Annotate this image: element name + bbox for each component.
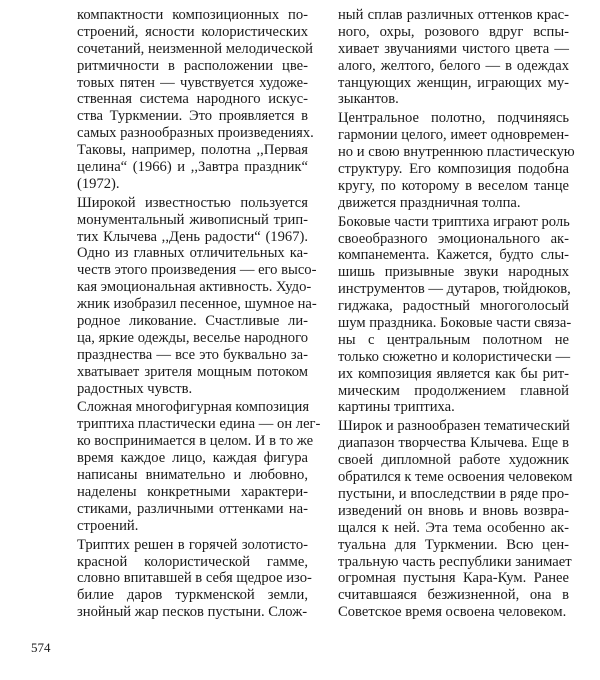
text-line: знойный жар песков пустыни. Слож- (77, 604, 308, 621)
text-line: родное ликование. Счастливые ли- (77, 313, 308, 330)
text-line: считавшаяся безжизненной, она в (338, 587, 569, 604)
text-line: наделены конкретными характери- (77, 483, 308, 500)
text-line: товых пятен — чувствуется художе- (77, 74, 308, 91)
text-line: ны с центральным полотном не (338, 331, 569, 348)
text-line: их композиция является как бы рит- (338, 365, 569, 382)
text-line: честв этого произведения — его высо- (77, 262, 317, 279)
text-line: мическим продолжением главной (338, 382, 569, 399)
text-line: монументальный живописный трип- (77, 211, 308, 228)
text-line: (1972). (77, 175, 120, 192)
text-line: пустыни, и впоследствии в ряде про- (338, 485, 569, 502)
text-line: Центральное полотно, подчиняясь (338, 110, 569, 127)
text-line: празднества — все это буквально за- (77, 346, 308, 363)
paragraph (77, 399, 321, 534)
text-line: сочетаний, неизменной мелодической (77, 40, 313, 57)
text-line: шишь призывные звуки народных (338, 264, 569, 281)
text-line: целина“ (1966) и ,,Завтра праздник“ (77, 159, 308, 176)
text-line: только сюжетно и колористически — (338, 348, 571, 365)
text-line: время каждое лицо, каждая фигура (77, 450, 308, 467)
text-line: ко воспринимается в целом. И в то же (77, 433, 314, 450)
paragraph (77, 194, 317, 398)
text-line: диапазон творчества Клычева. Еще в (338, 435, 569, 452)
text-line: самых разнообразных произведениях. (77, 125, 314, 142)
text-line: Одно из главных отличительных ка- (77, 245, 308, 262)
text-line: Сложная многофигурная композиция (77, 399, 310, 416)
paragraph (338, 110, 575, 211)
text-line: Советское время освоена человеком. (338, 604, 567, 621)
text-line: зыкантов. (338, 91, 399, 108)
right-column (338, 7, 575, 621)
text-line: хивает звучаниями чистого цвета — (338, 40, 569, 57)
text-line: шум праздника. Боковые части связа- (338, 315, 572, 332)
text-line: триптиха пластически едина — он лег- (77, 416, 321, 433)
text-line: Широкой известностью пользуется (77, 194, 308, 211)
text-line: компактности композиционных по- (77, 7, 308, 23)
text-line: Боковые части триптиха играют роль (338, 213, 570, 230)
text-line: своей дипломной работе художник (338, 452, 569, 469)
paragraph (338, 418, 573, 621)
text-line: инструментов — дутаров, тюйдюков, (338, 281, 571, 298)
text-line: ного, охры, розового вдруг вспы- (338, 23, 569, 40)
page-number: 574 (31, 640, 51, 655)
paragraph (338, 7, 569, 108)
text-line: ства Туркмении. Это проявляется в (77, 108, 308, 125)
paragraph (77, 7, 314, 193)
text-line: ца, яркие одежды, веселье народного (77, 329, 308, 346)
text-line: гиджака, радостный многоголосый (338, 298, 569, 315)
text-line: структуру. Его композиция подобна (338, 161, 569, 178)
left-column (77, 7, 321, 621)
text-line: но и свою внутреннюю пластическую (338, 144, 575, 161)
text-line: Триптих решен в горячей золотисто- (77, 536, 308, 553)
text-line: жник изобразил песенное, шумное на- (77, 296, 317, 313)
text-line: своеобразного эмоционального ак- (338, 230, 569, 247)
text-line: строений, ясности колористических (77, 23, 308, 40)
paragraph (77, 536, 312, 621)
text-line: изведений он вновь и вновь возвра- (338, 502, 569, 519)
text-line: кая эмоциональная активность. Худо- (77, 279, 312, 296)
text-line: стиками, различными оттенками на- (77, 500, 308, 517)
text-line: хватывает зрителя мощным потоком (77, 363, 308, 380)
text-line: радостных чувств. (77, 380, 193, 397)
text-line: гармонии целого, имеет одновремен- (338, 127, 569, 144)
text-line: движется праздничная толпа. (338, 194, 521, 211)
text-line: ритмичности в расположении цве- (77, 57, 308, 74)
text-line: огромная пустыня Кара-Кум. Ранее (338, 570, 569, 587)
text-line: тих Клычева ,,День радости“ (1967). (77, 228, 308, 245)
text-line: строений. (77, 517, 139, 534)
text-line: туальна для Туркмении. Всю цен- (338, 536, 569, 553)
paragraph (338, 213, 572, 417)
text-line: компанемента. Кажется, будто слы- (338, 247, 569, 264)
text-line: обратился к теме освоения человеком (338, 469, 573, 486)
text-line: Таковы, например, полотна ,,Первая (77, 142, 308, 159)
text-line: кругу, по которому в веселом танце (338, 177, 569, 194)
text-line: красной колористической гамме, (77, 553, 308, 570)
text-line: Широк и разнообразен тематический (338, 418, 570, 435)
text-line: написаны внимательно и любовно, (77, 467, 308, 484)
text-line: ный сплав различных оттенков крас- (338, 7, 569, 23)
text-line: картины триптиха. (338, 399, 455, 416)
text-line: щался к ней. Эта тема особенно ак- (338, 519, 569, 536)
text-line: тральную часть республики занимает (338, 553, 572, 570)
text-line: билие даров туркменской земли, (77, 587, 308, 604)
text-line: алого, желтого, белого — в одеждах (338, 57, 569, 74)
text-line: словно впитавшей в себя щедрое изо- (77, 570, 312, 587)
text-line: ственная система народного искус- (77, 91, 308, 108)
text-line: танцующих женщин, играющих му- (338, 74, 569, 91)
